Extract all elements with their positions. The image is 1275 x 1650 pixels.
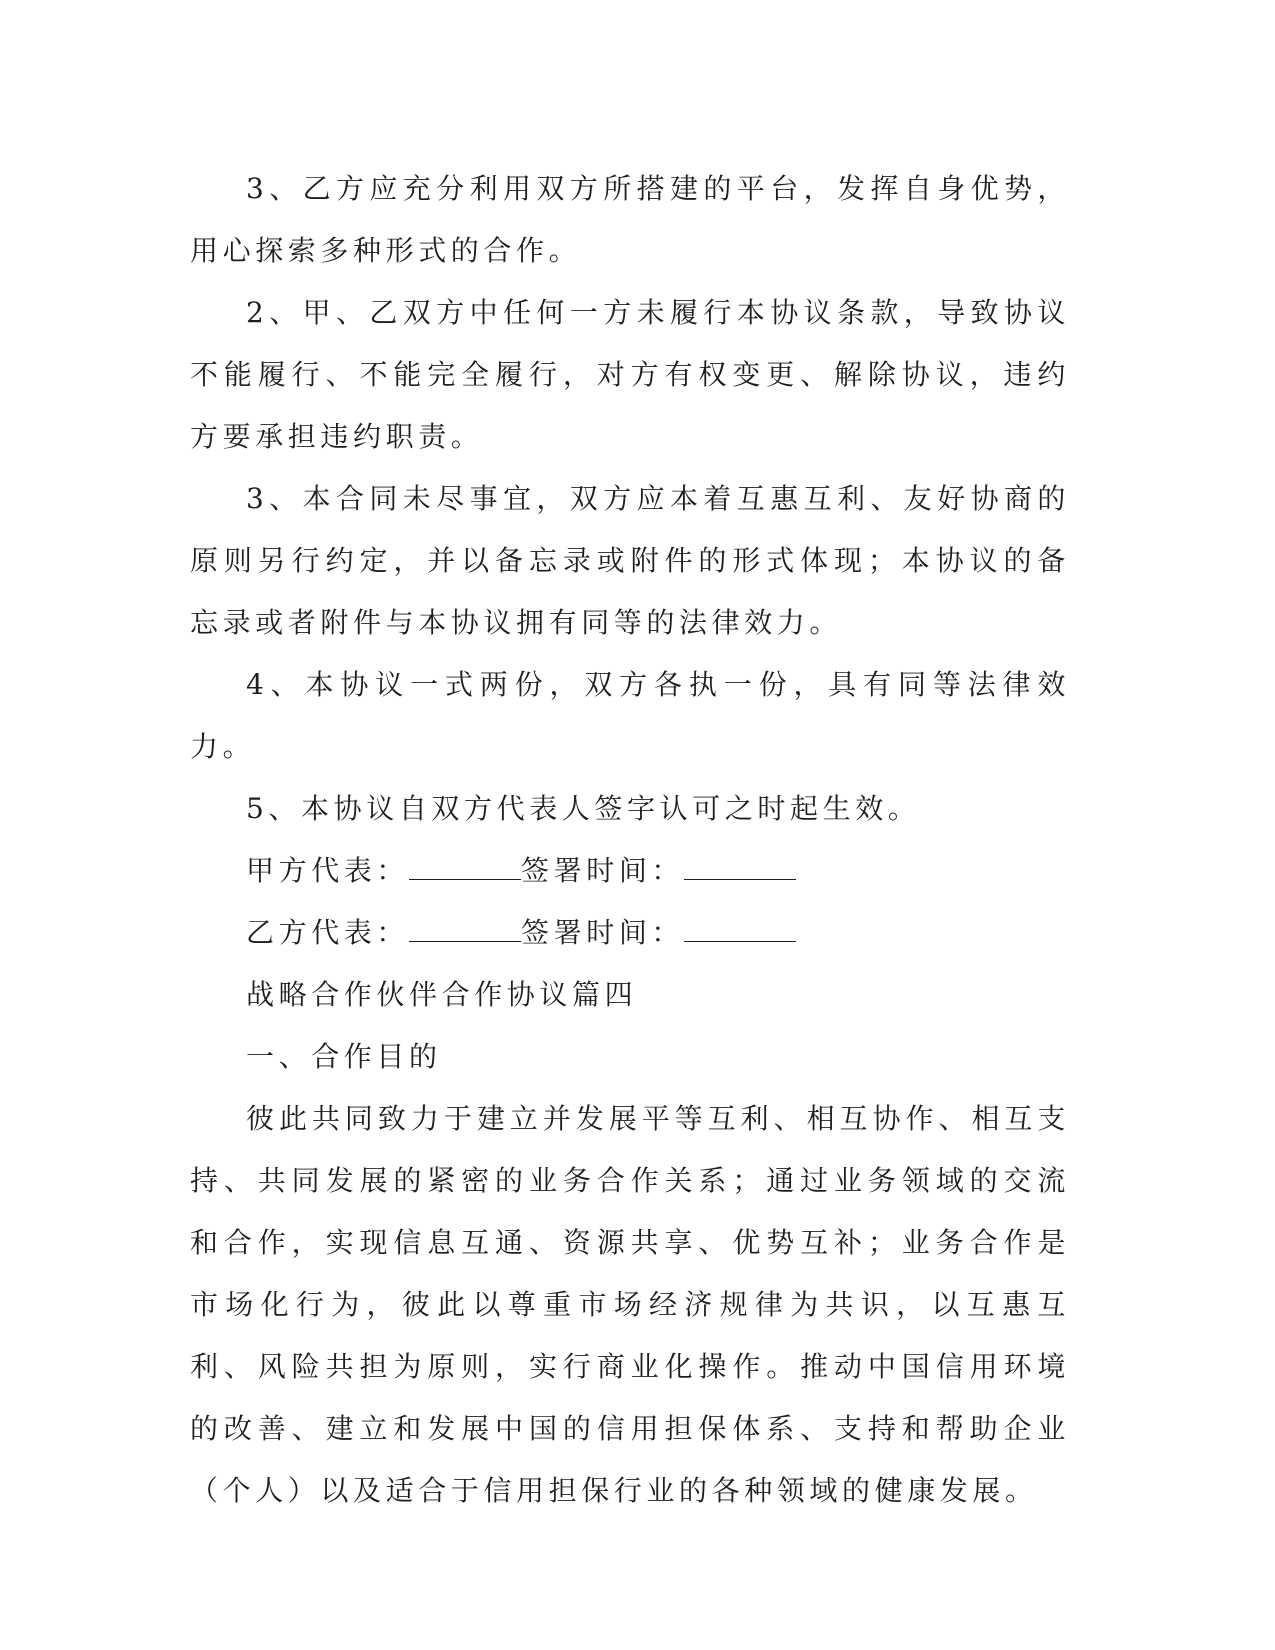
party-a-signature-blank: [409, 853, 521, 880]
section-title: 战略合作伙伴合作协议篇四: [246, 978, 638, 1011]
clause-paragraph: 2、甲、乙双方中任何一方未履行本协议条款，导致协议不能履行、不能完全履行，对方有权变更、解除协议，违约方要承担违约职责。: [190, 296, 1070, 453]
sign-time-blank: [684, 853, 796, 880]
party-b-signature-blank: [409, 915, 521, 942]
subsection-title: 一、合作目的: [246, 1040, 442, 1073]
clause-paragraph: 3、乙方应充分利用双方所搭建的平台，发挥自身优势，用心探索多种形式的合作。: [190, 172, 1070, 267]
party-b-label: 乙方代表：: [246, 916, 410, 949]
purpose-paragraph: 彼此共同致力于建立并发展平等互利、相互协作、相互支持、共同发展的紧密的业务合作关系；通过业务领域的交流和合作，实现信息互通、资源共享、优势互补；业务合作是市场化行为，彼此以尊重市场经济规律为共识，以互惠互利、风险共担为原则，实行商业化操作。推动中国信用环境的改善、建立和发展中国的信用担保体系、支持和帮助企业（个人）以及适合于信用担保行业的各种领域的健康发展。: [190, 1102, 1070, 1507]
clause-paragraph: 5、本协议自双方代表人签字认可之时起生效。: [246, 792, 921, 825]
clause-paragraph: 4、本协议一式两份，双方各执一份，具有同等法律效力。: [190, 668, 1070, 763]
sign-time-blank: [684, 915, 796, 942]
party-b-signature-line: [190, 902, 1070, 964]
clause-paragraph: 3、本合同未尽事宜，双方应本着互惠互利、友好协商的原则另行约定，并以备忘录或附件的形式体现；本协议的备忘录或者附件与本协议拥有同等的法律效力。: [190, 482, 1070, 639]
sign-time-label: 签署时间：: [521, 854, 685, 887]
document-body: [190, 158, 1070, 1522]
party-a-signature-line: [190, 840, 1070, 902]
sign-time-label: 签署时间：: [521, 916, 685, 949]
party-a-label: 甲方代表：: [246, 854, 410, 887]
